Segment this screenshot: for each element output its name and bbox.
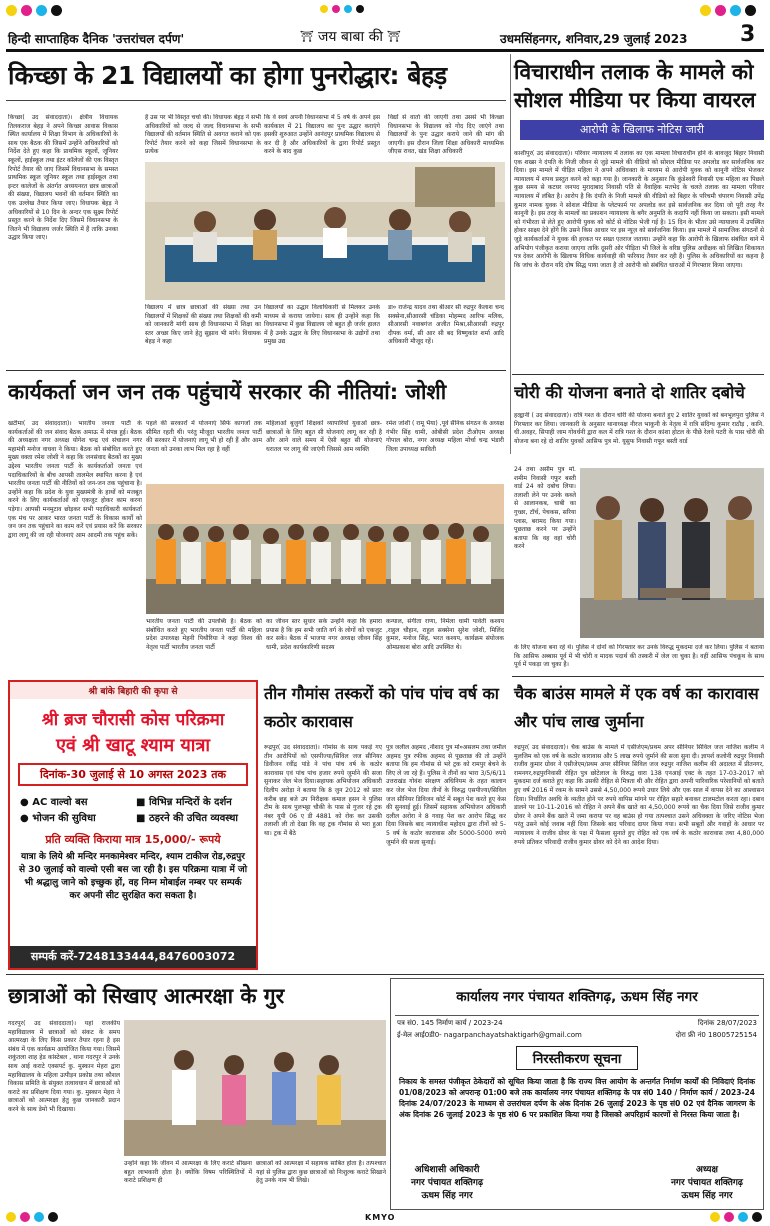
magenta-dot [332, 5, 340, 13]
headline-self-defence: छात्राओं को सिखाए आत्मरक्षा के गुर [8, 984, 285, 1008]
ad-features [10, 790, 256, 828]
headline-thieves: चोरी की योजना बनाते दो शातिर दबोचे [514, 383, 745, 402]
story1-col1: किच्छा( उद संवाददाता)। क्षेत्रीय विधायक तिलकराज बेहड़ ने अपने किच्छा आवास विकास स्थित कार्यालय में शिक्षा विभाग के अधिकारियों के साथ एक बैठक की जिसमें उन्होंने अधिकारियों को निर्देश देते हुए कहा कि प्राथमिक स्कूलों, जूनियर स्कूलों, हाईस्कूल तथा इंटर कॉलेजों की एक विस्तृत रिपोर्ट तैयार की जाए जिसमें विधानसभा के समस्त प्राथमिक स्कूल जूनियर स्कूल तथा हाईस्कूल तथा इन्टर कालेजों के अंतर्गत अध्ययनरत छात्र छात्राओं की संख्या, विद्यालय भवनों की वर्तमान स्थिति का एक उल्लेख तैयार किया जाए। विधायक बेहड़ ने अधिकारियों से 10 दिन के अन्दर एक सूक्ष्म रिपोर्ट प्रस्तुत करने के निर्देश दिए जिसमें विधानसभा के जितने भी विद्यालय जर्जर स्थिति में हैं ताकि उनका उद्धार किया जाए। [8, 114, 118, 242]
police-photo-image [580, 468, 764, 638]
notice-meta-row1 [391, 1016, 763, 1030]
story3-col4: रमेश जोशी ( रामू भैया) ,पूर्व सैनिक संगठन के अध्यक्ष गंभीर सिंह धामी, ओबीसी प्रदेश टीओएम अध्यक्ष गोपाल बोरा, नगर अध्यक्ष महिला मोर्चा चन्द्र भंडारी जिला उपाध्यक्ष साविती [386, 420, 504, 453]
rule [512, 676, 764, 677]
story3-col3: महिलाओं बुजुर्गों शिक्षकों व्यापारियों युवाओं छात्र-छात्राओं के लिए बहुत सी योजनाएं लागू कर रही है और आने वाले समय में ऐसी बहुत सी योजनाएं धरातल पर लागू की जाएंगी जिससे आम व्यक्ति [266, 420, 382, 453]
ad-feature: ● AC वाल्वो बस [20, 797, 88, 808]
story4-side: 24 तथा असीम पुत्र मो. शमीम निवासी गफूर बस्ती वार्ड 24 को दबोच लिया। तलाशी लेने पर उनके कब्जे से आलानकब, चाबी का गुच्छा, टॉर्च, पेचकस, सरिया प्लास, बरामद किया गया। पूछताछ करने पर उन्होंने बताया कि वह वहां चोरी करने [514, 466, 576, 551]
story3-below2: का जीवन स्तर सुधार सके उन्होंने कहा कि हमारा प्रयास है कि हम सभी जाति वर्ग के लोगों को एकजुट कर सकें। बैठक में भाजपा नगर अध्यक्ष जीवन सिंह धामी, प्रदेश कार्यकारिणी सदस्य [266, 618, 382, 651]
notice-signatory-eo: अधिशासी अधिकारी नगर पंचायत शक्तिगढ़ ऊधम सिंह नगर [411, 1165, 484, 1201]
cyan-dot [34, 1212, 44, 1222]
cyan-dot [730, 5, 741, 16]
story5-col2: पुत्र जलील अहमद ,नौशाद पुत्र मो०असलम तथा जमील अहमद पुत्र रफीक अहमद से पूछताछ की तो उन्होंने बताया कि हम गौमांस से भरे ट्रक को रामपुर बेचने के लिए ले जा रहे हैं। पुलिस ने तीनों का भारा 3/5/6/11 उत्तराखंड गोवंश संरक्षण अधिनियम के तहत कालान कर जेल भेज दिया तीनों के विरुद्ध एसपीज्या/सिविल जज सीनियर डिविजन कोर्ट में सबूत पेश करते हुए केस की सुनवाई हुई। जिसमें सहायक अभियोजन अधिकारी दलील अरोरा ने 8 गवाह पेश कर आरोप सिद्ध कर दिया जिसके बाद न्यायाधीश महोदय द्वारा तीनों को 5-5 वर्ष के कठोर कारावास और 5000-5000 रुपये जुर्माने की सजा सुनाई। [386, 744, 506, 846]
bjp-group-photo-image [146, 484, 504, 614]
registration-dots-bottom-left [6, 1212, 58, 1222]
rule [512, 374, 764, 375]
ad-feature: ● भोजन की सुविधा [20, 813, 96, 824]
story1-col2: है उस पर भी विस्तृत चर्चा की। विधायक बेहड़ ने सभी अधिकारियों को जल्द से जल्द विधानसभा के सभी विद्यालयों की वर्तमान स्थिति से अवगत कराने को एक रिपोर्ट तैयार करने को कहा जिसमें विधानसभा के प्रत्येक [145, 114, 261, 156]
black-dot [356, 5, 364, 13]
footer-center-mark: KMYO [365, 1213, 396, 1222]
paper-tagline: हिन्दी साप्ताहिक दैनिक 'उत्तरांचल दर्पण' [8, 32, 185, 46]
notice-signatory-chairman: अध्यक्ष नगर पंचायत शक्तिगढ़ ऊधम सिंह नगर [670, 1165, 743, 1201]
yellow-dot [710, 1212, 720, 1222]
headline-cheque: चैक बाउंस मामले में एक वर्ष का कारावास और पांच लाख जुर्माना [514, 684, 759, 731]
bjp-group-photo [146, 484, 504, 614]
cancellation-notice [390, 978, 764, 1210]
meeting-photo-image [145, 162, 505, 300]
registration-dots-right [700, 5, 756, 16]
story6-body: रुद्रपुर( उद संवाददाता)। चैक बाउंस के मामले में एसीजेएम/प्रथम अपर सीनियर सिविल जज नाजिश कलीम ने मुलजिम को एक वर्ष के कठोर कारावास और 5 लाख रुपये जुर्माने की सजा सुना दी। ज्ञापर्श कलोनी रुद्रपुर निवासी राजीव कुमार ग्रोवर ने एसीजेएम/प्रथम अपर सीनियर सिविल जज रुद्रपुर नाजिश कलीम की अदालत में प्रीतनगर, रामनगर,रुद्रपुरनिवासी रोहित पुत्र छोटेलाल के विरुद्ध धारा 138 एनआई एक्ट के तहत 17-03-2017 को मुकदमा दर्ज कराते हुए कहा कि उसकी रोहित से मित्रता थी और रोहित द्वारा अपनी पारिवारिक परेशानियों को बताते हुए वर्ष 2016 में रकम के सामने उससे 4,50,000 रूपये उधार लिये और एक साल में वापस देने का आश्वासन दिया। निर्धारित अवधि के व्यतीत होने पर रुपये वापिस मांगने पर रोहित सहारे बनाकर टालमटोल करता रहा। दबाव डालने पर 10-11-2016 को रोहित ने अपने बैंक खाते का 4,50,000 रूपये का चैक दिया जिसे राजीव कुमार ग्रोवर ने अपने बैंक खाते में जमा कराया पर वह बाउंस हो गया तत्पश्चात उसने अधिवक्ता के जरिए नोटिस भेजा परंतु उसने कोई जवाब नहीं दिया जिसके बाद परिवाद दायर किया गया। सभी सबूतों और गवाहों के आधार पर न्यायालय ने राजीव ग्रोवर के पक्ष में फैसला सुनाते हुए रोहित को एक वर्ष के कठोर कारावास तथा 4,80,000 रुपये प्रतिकर परिवादी राजीव कुमार ग्रोवर को देने का आदेश दिया। [514, 744, 764, 846]
magenta-dot [724, 1212, 734, 1222]
headline-joshi: कार्यकर्ता जन जन तक पहुंचायें सरकार की नीतियां: जोशी [8, 380, 447, 404]
temple-icon: ⛩ [300, 30, 314, 43]
story4-body: के लिए योजना बना रहे थे। पुलिस ने दोनों को गिरफ्तार कर उनके विरुद्ध मुकदमा दर्ज कर लिया। पुलिस ने बताया कि आसिफ अब्बास पूर्व में भी चोरी व मादक पदार्थ की तस्करी में जेल जा चुका है। वहीं आसिफ पंचकूथ के साथ पूर्व में पकड़ा जा चुका है। [514, 644, 764, 669]
headline-kiccha: किच्छा के 21 विद्यालयों का होगा पुनरोद्धार: बेहड़ [8, 61, 447, 90]
black-dot [51, 5, 62, 16]
notice-body: निकाय के समस्त पंजीकृत ठेकेदारों को सूचित किया जाता है कि राज्य वित्त आयोग के अन्तर्गत निर्माण कार्यों की निविदाएं दिनांक 01/08/2023 को अपरान्ह 01:00 बजे तक कार्यालय नगर पंचायत शक्तिगढ़ के पत्र सं0 140 / निर्माण कार्य / 2023-24 दिनांक 24/07/2023 के माध्यम से उत्तरांचल दर्पण के अंक दिनांक 26 जुलाई 2023 के पृष्ठ सं0 02 एवं दैनिक जागरण के अंक दिनांक 26 जुलाई 2023 के पृष्ठ सं0 6 पर प्रकाशित किया गया है जिसको अपरिहार्य कारणों से निरस्त किया जाता है। [399, 1077, 755, 1119]
rule [6, 100, 506, 101]
story7-col1: गदरपुर( उद संवाददाता)। यहां राजकीय महाविद्यालय में छात्राओं को संकट के समय आत्मरक्षा के लिए किस प्रकार तैयार रहना है इस संबंध में एक कार्यक्रम आयोजित किया गया। जिसमें शकुंतला शाह हेड कांस्टेबल , थाना गदरपुर ने उनके साथ आई कराटे एक्सपर्ट कु. मुस्कान मेहरा द्वारा महाविद्यालय के महिला उत्पीड़न प्रकोष्ठ तथा कौशल विकास समिति के संयुक्त तत्वावधान में छात्राओं को कराटे का प्रशिक्षण दिया गया। कु. मुस्कान मेहरा ने छात्राओं को आत्मरक्षा हेतु कुछ जानकारी प्रदान करने के साथ डेमो भी दिखाया। [8, 1020, 120, 1113]
black-dot [745, 5, 756, 16]
yellow-dot [700, 5, 711, 16]
ad-fare: प्रति व्यक्ति किराया मात्र 15,000/- रूपये [45, 833, 221, 846]
registration-dots-center [320, 5, 364, 13]
notice-phone: दोरा फ्री नं0 18005725154 [675, 1031, 757, 1039]
pilgrimage-ad [8, 680, 258, 970]
ad-feature: ■ विभिन्न मन्दिरों के दर्शन [136, 797, 232, 808]
ad-title-line1: श्री ब्रज चौरासी कोस परिक्रमा [41, 710, 225, 730]
yellow-dot [6, 5, 17, 16]
story1-col3: कि वे स्वयं अपनी विधानसभा में 5 वर्ष के अपने इस कार्यकाल में 21 विद्यालय का पुनः उद्धार कराएंगे इसकी शुरुआत उन्होंने आनंदपुर प्राथमिक विद्यालय से कर दी है और अधिकारियों के द्वारा रिपोर्ट प्रस्तुत करने के बाद कुछ [264, 114, 380, 156]
story3-below1: भारतीय जनता पार्टी की उपलब्धि है। बैठक को संबोधित करते हुए भारतीय जनता पार्टी की महिला प्रदेश उपाध्यक्ष मेहनी पिथौरिया ने कहा विश्व की नेतृत्व पार्टी भारतीय जनता पार्टी [146, 618, 262, 651]
cyan-dot [344, 5, 352, 13]
story1-below3: डा० राजेन्द्र यादव तथा बीआर सी रुद्रपुर कैलाश चन्द सक्सेना,सीआरसी चंडिका मोहम्मद आरिफ मलिक, सीआरसी नवाबगंज अजीत मिश्रा,सीआरसी रुद्रपुर दीपक वर्मा, सी आर सी बद विष्णुकांत शर्मा आदि अधिकारी मौजूद रहें। [388, 304, 504, 346]
karate-photo-image [124, 1020, 386, 1156]
story2-body: काशीपुर( उद संवाददाता)। परिवार न्यायालय में तलाक का एक मामला विचाराधीन होने के बावजूद बिहार निवासी एक शख्स ने दंपति के निजी जीवन से जुड़े मामले की वीडियो को सोशल मीडिया पर अपलोड कर सार्वजनिक कर दिया। इस मामले में पीड़ित महिला ने अपने अधिवक्ता के माध्यम से आरोपी युवक को कानूनी नोटिस भेजकर न्यायालय में शपथ प्रस्तुत करने को कहा गया है। जानकारी के अनुसार कि कुंडेश्वरी निवासी एक महिला का पिछले कुछ समय से कटघर जनपद मुरादाबाद निवासी पति से वैवाहिक मतभेद के चलते तलाक का मामला परिवार न्यायालय में लंबित है। आरोप है कि दंपति के निजी मामले की वीडियो को बिहार के परिचमी चंपारण निवासी उपेंद्र कुमार नामक युवक ने सोशल मीडिया के प्लेटफार्म पर अपलोड कर इसे सार्वजनिक कर दिया जो पूरी तरह गैर कानूनी है। इस तरह के मामलों का प्रकाशन न्यायालय के बगैर अनुमति के कदापि नहीं किया जा सकता। इसी मामले को गंभीरता से लेते हुए आरोपी युवक को कोर्ट से नोटिस भेजी गई है। 15 दिन के भीतर उसे न्यायालय में उपस्थित होकर साक्ष्य देने होंगे कि उसने किस आधार पर इस न्यूज़ को सार्वजनिक किया। इस मामले में सामाजिक संगठनों से जुड़े कार्यकर्ताओं ने युवक की हरकत पर सख्त एतराज जताया। उन्होंने कहा कि आरोपी के खिलाफ संबंधित थाने में अभियोग पंजीकृत कराया जाएगा ताकि दूसरी ओर पीड़िता भी जिले के वरिष्ठ पुलिस अधीक्षक को लिखित शिकायत पत्र देकर आरोपी के खिलाफ विधिक कार्यवाही की फरियाद तैयार कर रही है। पुलिस के अधिकारियों का कहना है कि जांच के दौरान यदि दोष सिद्ध पाया जाता है तो आरोपी को संबंधित धाराओं में गिरफ्तार किया जाएगा। [514, 150, 764, 269]
page-number: 3 [740, 22, 756, 47]
story1-below2: विद्यालयों का उद्धार विलाधिकारी से मिलकर उनके माध्यम से कराया जायेगा। साथ ही उन्होंने कहा कि विधानसभा में कुछ विद्यालय जो बहुत ही जर्जर हालत में है उनके उद्धार के लिए विधानसभा के उद्योगों तथा प्रमुख उद्य [264, 304, 380, 346]
headline-viral: विचाराधीन तलाक के मामले को सोशल मीडिया पर किया वायरल [514, 60, 756, 112]
story3-col1: खटीमा( उद संवाददाता)। भारतीय जनता पार्टी के कार्यकर्ताओं की जन संवाद बैठक अमाऊ में संपन्न हुई। बैठक की अध्यक्षता नगर अध्यक्ष योगेश चन्द्र एवं संचालन नगर महामंत्री मनोज वाधवा ने किया। बैठक को संबोधित करते हुए मुख्य वक्ता रमेश जोशी ने कहा कि जनसंवाद बैठकों का मुख्य उद्देश्य भारतीय जनता पार्टी के कार्यकर्ताओं जनता एवं पदाधिकारियों के बीच आपसी तालमेल स्थापित करना है एवं भारतीय जनता पार्टी की नीतियों को जन-जन तक पहुंचाना है। उन्होंने कहा कि प्रदेश के युवा मुख्यमंत्री के हाथों को मजबूत करने के लिए कार्यकर्ताओं को एकजुट होकर काम करना पड़ेगा। आपसी मनमुटाव छोड़कर सभी पदाधिकारी कार्यकर्ता एक मंच पर आकर भारत जनता पार्टी के विकास कार्यों को जन जन तक पहुंचाने का काम करें एवं प्रयास करें कि सरकार द्वारा लागू की जा रही योजनाएं आम आदमी तक पहुंच सकें। [8, 420, 142, 539]
notice-signatures [391, 1164, 763, 1203]
rule [6, 370, 506, 371]
yellow-dot [6, 1212, 16, 1222]
column-divider [510, 54, 511, 454]
ad-blessing: श्री बांके बिहारी की कृपा से [10, 682, 256, 699]
registration-dots-left [6, 5, 62, 16]
notice-dated: दिनांक 28/07/2023 [697, 1019, 757, 1027]
header-rule [6, 49, 764, 52]
date-line: उधमसिंहनगर, शनिवार,29 जुलाई 2023 [500, 32, 688, 46]
center-slogan: ⛩ जय बाबा की ⛩ [300, 29, 401, 45]
karate-photo [124, 1020, 386, 1156]
notice-title: निरस्तीकरण सूचना [516, 1046, 639, 1070]
ad-dates: दिनांक-30 जुलाई से 10 अगस्त 2023 तक [18, 763, 248, 786]
notice-patrank: पत्र सं0. 145 निर्माण कार्य / 2023-24 [397, 1019, 503, 1027]
story2-subhead: आरोपी के खिलाफ नोटिस जारी [520, 120, 764, 140]
ad-contact: सम्पर्क करें-7248133444,8476003072 [10, 946, 256, 968]
cyan-dot [36, 5, 47, 16]
story1-col4: विद्यों से वार्ता की जाएगी तथा उससे भी किच्छा विधानसभा के विद्यालय को गोद दिए जाएंगे तथा विद्यालयों के पुनः उद्धार कराये जाने की मांग की जाएगी। इस दौरान जिला शिक्षा अधिकारी माध्यमिक जीएस रावत, खंड शिक्षा अधिकारी [388, 114, 504, 156]
story7-below1: उन्होंने कहा कि जीवन में आत्मरक्षा के लिए कराटे सीखना बहुत लाभकारी होता है। क्योंकि विषम परिस्थितियों में कराटे प्रशिक्षण ही [124, 1160, 252, 1185]
story3-col2: पहले की सरकारों में योजनाएं सिर्फ कागजों तक सीमित रहती थी। परंतु मौजूदा भारतीय जनता पार्टी की सरकार में योजनाएं लागू भी हो रही हैं और आम जनता को उनका लाभ मिल रहा है वहीं [146, 420, 262, 453]
ad-feature: ■ ठहरने की उचित व्यवस्था [136, 813, 238, 824]
ad-body: यात्रा के लिये श्री मन्दिर मनकामेश्वर मन्दिर, श्याम टाकीज रोड,रुद्रपुर से 30 जुलाई को वाल्वो एसी बस जा रही है। इस परिक्रमा यात्रा में जो भी श्रद्धालु जाने को इच्छुक हों, वह निम्न मोबाईल नम्बर पर सम्पर्क कर अपनी सीट सुरक्षित करा सकता है। [18, 852, 248, 901]
black-dot [48, 1212, 58, 1222]
yellow-dot [320, 5, 328, 13]
registration-dots-bottom-right [710, 1212, 762, 1222]
magenta-dot [715, 5, 726, 16]
black-dot [752, 1212, 762, 1222]
story5-col1: रूद्रपुर( उद संवाददाता)। गोमांस के साथ पकड़े गए तीन आरोपियों को एसपीज्या/सिविल जज सीनियर डिवीजन रवींद्र पांडे ने पांच पांच वर्ष के कठोर कारावास एवं पांच पांच हजार रुपये जुर्माने की सजा सुनाकर जेल भेज दिया।सहायक अभियोजन अधिकारी दिलीप अरोड़ा ने बताया कि 8 जुन 2012 को प्रातः करीब छह बजे उप निरीक्षक कमाल हसन ने पुलिस टीम के साथ पुलभट्टा चौकी के पास से गुजर रहे ट्रक नंबर यूपी 06 ए डी 4881 को रोक कर उसकी तलाशी ली तो देखा कि वह ट्रक गौमांस से भरा हुआ था। ट्रक में बैठे [264, 744, 382, 837]
notice-meta-row2 [391, 1030, 763, 1042]
magenta-dot [21, 5, 32, 16]
story3-below3: कन्याल, संगीता राणा, निर्मला धामी पार्वती कश्यप ,राहुल चौहान, राहुल सक्सेना सुरेश जोशी, मिलिंद कुमार, मनोज सिंह, भरत कश्यप, कार्यक्रम संयोजक ओमप्रकाश बोरा आदि उपस्थित थे। [386, 618, 504, 651]
ad-title-line2: एवं श्री खाटू श्याम यात्रा [55, 735, 211, 756]
headline-smugglers: तीन गौमांस तस्करों को पांच पांच वर्ष का कठोर कारावास [264, 684, 499, 731]
magenta-dot [20, 1212, 30, 1222]
story7-below2: छात्राओं को आत्मरक्षा में सहायक साबित होता है। तत्पश्चात यहां से पुलिस द्वारा कुछ छात्राओं को निःशुल्क कराटे सिखाने हेतु उनके नाम भी लिखे। [256, 1160, 386, 1185]
cyan-dot [738, 1212, 748, 1222]
police-photo [580, 468, 764, 638]
rule [6, 974, 764, 975]
story4-intro: हल्द्वानी ( उद संवाददाता)। रात्रि गश्त के दौरान चोरी की योजना बनाते हुए 2 शातिर युवकों को बनभूलपुरा पुलिस ने गिरफ्तार कर लिया। जानकारी के अनुसार थानाध्यक्ष नीरज भाकुनी के नेतृत्व में रात्रि संदिग्ध कुमार राठौड़ , कानि. धी.अवहर, सिपाही जाम गोवर्धनी द्वारा कल में रात्रि गश्त के दौरान कांशा होटल के पीछे रेलवे पटरी के पास चोरी की योजना बना रहे दो शातिर युवकों आसिफ पुत्र मो. यूसुफ निवासी गफूर बस्ती वार्ड [514, 412, 764, 445]
notice-email: ई-मेल आई0डी0- nagarpanchayatshaktigarh@gmail.com [397, 1031, 582, 1039]
temple-icon: ⛩ [387, 30, 401, 43]
notice-office: कार्यालय नगर पंचायत शक्तिगढ़, ऊधम सिंह नगर [456, 989, 698, 1005]
story1-below1: विद्यालय में छात्र छात्राओं की संख्या तथा उन विद्यालयों में शिक्षकों की संख्या तथा शिक्षकों की कमी को जानकारी मांगी साथ ही विधानसभा में शिक्षा का स्तर अच्छा किए जाने हेतु सुझाव भी मांगे। विधायक बेहड़ ने कहा [145, 304, 261, 346]
meeting-photo [145, 162, 505, 300]
